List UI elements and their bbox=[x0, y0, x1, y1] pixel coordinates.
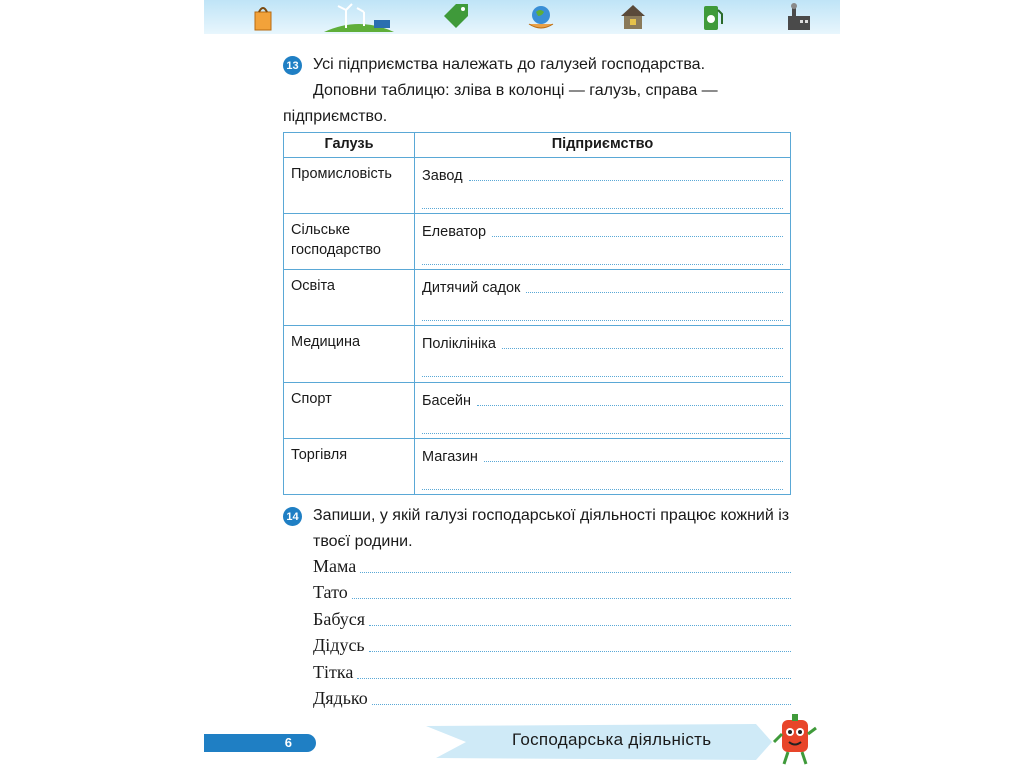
table-row bbox=[284, 382, 791, 438]
answer-line[interactable] bbox=[357, 678, 791, 679]
fuel-pump-icon bbox=[696, 2, 726, 32]
answer-line[interactable] bbox=[469, 180, 783, 181]
branch-cell: Медицина bbox=[284, 326, 415, 382]
task-number-badge: 14 bbox=[283, 507, 302, 526]
branch-cell: Промисловість bbox=[284, 158, 415, 214]
family-member-label: Дідусь bbox=[313, 635, 365, 655]
header-branch: Галузь bbox=[284, 133, 415, 158]
family-member-label: Бабуся bbox=[313, 608, 366, 629]
answer-line[interactable] bbox=[352, 598, 791, 599]
eco-tag-icon bbox=[440, 2, 470, 32]
enterprise-cell bbox=[415, 326, 791, 382]
branch-cell: Торгівля bbox=[284, 438, 415, 494]
table-row bbox=[284, 214, 791, 270]
table-row bbox=[284, 326, 791, 382]
page-number: 6 bbox=[204, 734, 316, 752]
branch-cell: Спорт bbox=[284, 382, 415, 438]
family-member-label: Мама bbox=[313, 555, 357, 576]
enterprise-label: Поліклініка bbox=[422, 336, 496, 353]
answer-line[interactable] bbox=[422, 242, 783, 265]
task-number-badge: 13 bbox=[283, 56, 302, 75]
answer-line[interactable] bbox=[422, 467, 783, 490]
enterprise-cell bbox=[415, 270, 791, 326]
answer-line[interactable] bbox=[477, 405, 783, 406]
table-row bbox=[284, 270, 791, 326]
list-item bbox=[313, 683, 791, 710]
list-item bbox=[313, 577, 791, 604]
globe-hands-icon bbox=[526, 2, 556, 32]
house-icon bbox=[618, 2, 648, 32]
header-enterprise: Підприємство bbox=[415, 133, 791, 158]
wind-turbines-icon bbox=[324, 2, 394, 32]
list-item bbox=[313, 656, 791, 683]
mascot-icon bbox=[772, 712, 818, 768]
table-row bbox=[284, 438, 791, 494]
enterprise-label: Магазин bbox=[422, 448, 478, 465]
answer-line[interactable] bbox=[492, 236, 783, 237]
footer-title: Господарська діяльність bbox=[512, 730, 712, 749]
table-header-row bbox=[284, 133, 791, 158]
answer-line[interactable] bbox=[369, 651, 791, 652]
list-item bbox=[313, 550, 791, 577]
list-item bbox=[313, 630, 791, 657]
family-member-label: Дядько bbox=[313, 688, 368, 708]
family-member-label: Тітка bbox=[313, 661, 354, 682]
top-banner bbox=[204, 0, 840, 34]
branch-cell: Освіта bbox=[284, 270, 415, 326]
task-14-text: Запиши, у якій галузі господарської діяльності працює кожний із твоєї родини. bbox=[313, 507, 790, 550]
enterprise-cell bbox=[415, 214, 791, 270]
task-13 bbox=[283, 52, 793, 130]
answer-line[interactable] bbox=[422, 411, 783, 434]
enterprise-cell bbox=[415, 382, 791, 438]
family-member-label: Тато bbox=[313, 582, 348, 602]
enterprise-label: Дитячий садок bbox=[422, 280, 521, 297]
branches-table bbox=[283, 132, 791, 495]
task-13-line2: Доповни таблицю: зліва в колонці — галузь, справа — підприємство. bbox=[283, 82, 718, 125]
enterprise-label: Басейн bbox=[422, 392, 472, 409]
answer-line[interactable] bbox=[372, 704, 791, 705]
answer-line[interactable] bbox=[369, 625, 791, 626]
task-14 bbox=[283, 503, 793, 555]
enterprise-label: Елеватор bbox=[422, 224, 487, 241]
answer-line[interactable] bbox=[422, 186, 783, 209]
enterprise-label: Завод bbox=[422, 168, 463, 184]
family-list bbox=[313, 550, 791, 709]
answer-line[interactable] bbox=[360, 572, 791, 573]
answer-line[interactable] bbox=[502, 348, 783, 349]
factory-icon bbox=[784, 2, 814, 32]
enterprise-cell bbox=[415, 158, 791, 214]
answer-line[interactable] bbox=[484, 461, 783, 462]
answer-line[interactable] bbox=[422, 298, 783, 321]
answer-line[interactable] bbox=[526, 292, 783, 293]
enterprise-cell bbox=[415, 438, 791, 494]
answer-line[interactable] bbox=[422, 354, 783, 377]
task-13-line1: Усі підприємства належать до галузей господарства. bbox=[313, 56, 706, 73]
table-row bbox=[284, 158, 791, 214]
list-item bbox=[313, 603, 791, 630]
shopping-bag-icon bbox=[248, 2, 278, 32]
branch-cell: Сільське господарство bbox=[284, 214, 415, 270]
